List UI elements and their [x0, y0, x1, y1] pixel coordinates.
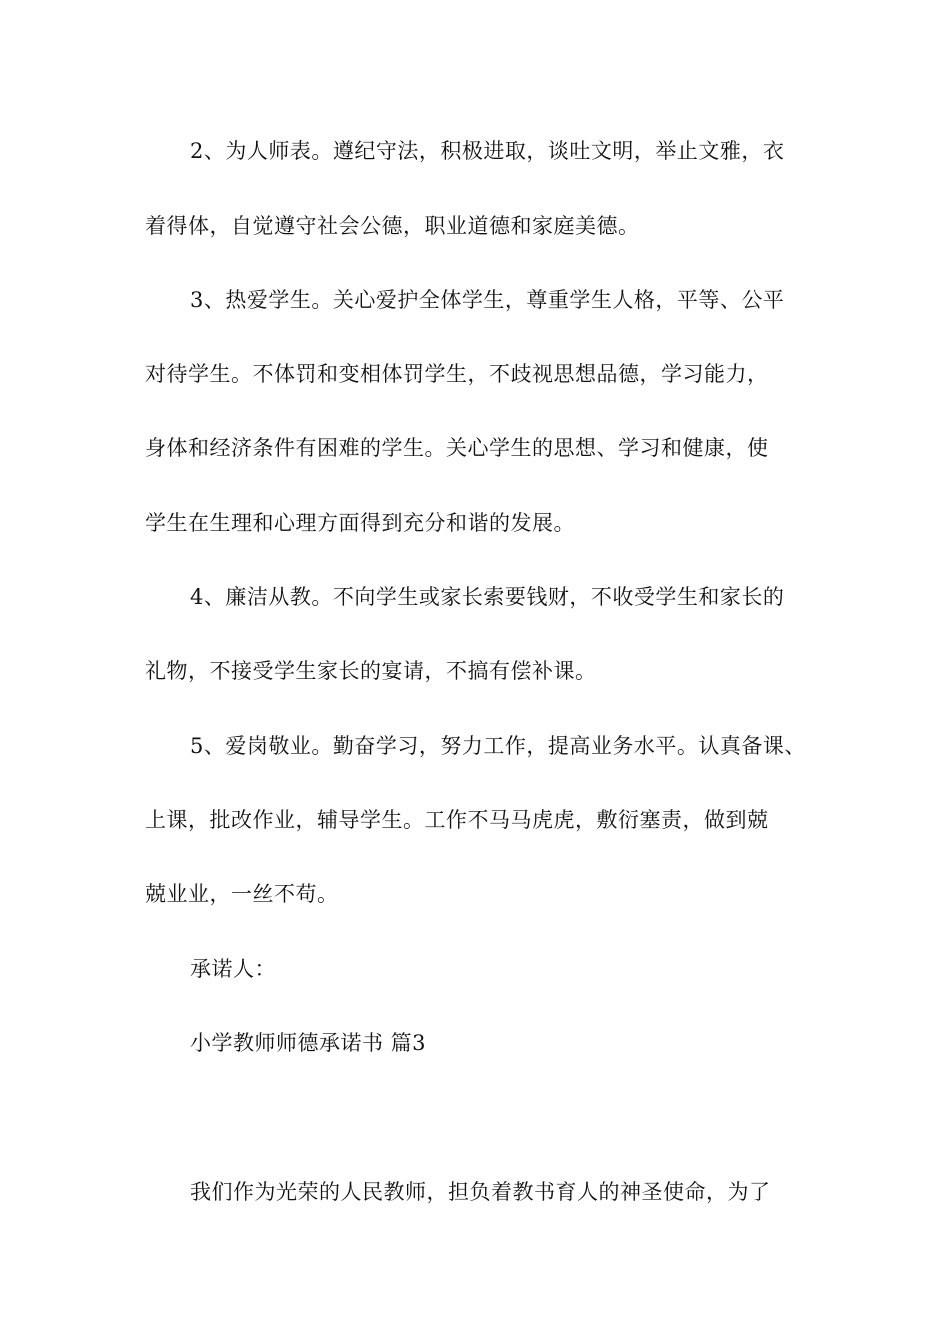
paragraph-3-line-4: 学生在生理和心理方面得到充分和谐的发展。: [145, 511, 575, 535]
paragraph-4-line-1: 4、廉洁从教。不向学生或家长索要钱财，不收受学生和家长的: [190, 585, 785, 609]
paragraph-4-line-2: 礼物，不接受学生家长的宴请，不搞有偿补课。: [145, 659, 597, 683]
paragraph-2-line-1: 2、为人师表。遵纪守法，积极进取，谈吐文明，举止文雅，衣: [190, 139, 785, 163]
section-heading: 小学教师师德承诺书 篇3: [190, 1031, 427, 1055]
paragraph-3-line-2: 对待学生。不体罚和变相体罚学生，不歧视思想品德，学习能力，: [145, 362, 769, 386]
paragraph-intro-line-1: 我们作为光荣的人民教师，担负着教书育人的神圣使命，为了: [190, 1180, 771, 1204]
paragraph-5-line-2: 上课，批改作业，辅导学生。工作不马马虎虎，敷衍塞责，做到兢: [145, 808, 769, 832]
paragraph-5-line-3: 兢业业，一丝不苟。: [145, 882, 339, 906]
paragraph-2-line-2: 着得体，自觉遵守社会公德，职业道德和家庭美德。: [145, 214, 640, 238]
signatory-label: 承诺人：: [190, 957, 276, 981]
paragraph-5-line-1: 5、爱岗敬业。勤奋学习，努力工作，提高业务水平。认真备课、: [190, 734, 806, 758]
paragraph-3-line-3: 身体和经济条件有困难的学生。关心学生的思想、学习和健康，使: [145, 436, 769, 460]
paragraph-3-line-1: 3、热爱学生。关心爱护全体学生，尊重学生人格，平等、公平: [190, 288, 785, 312]
